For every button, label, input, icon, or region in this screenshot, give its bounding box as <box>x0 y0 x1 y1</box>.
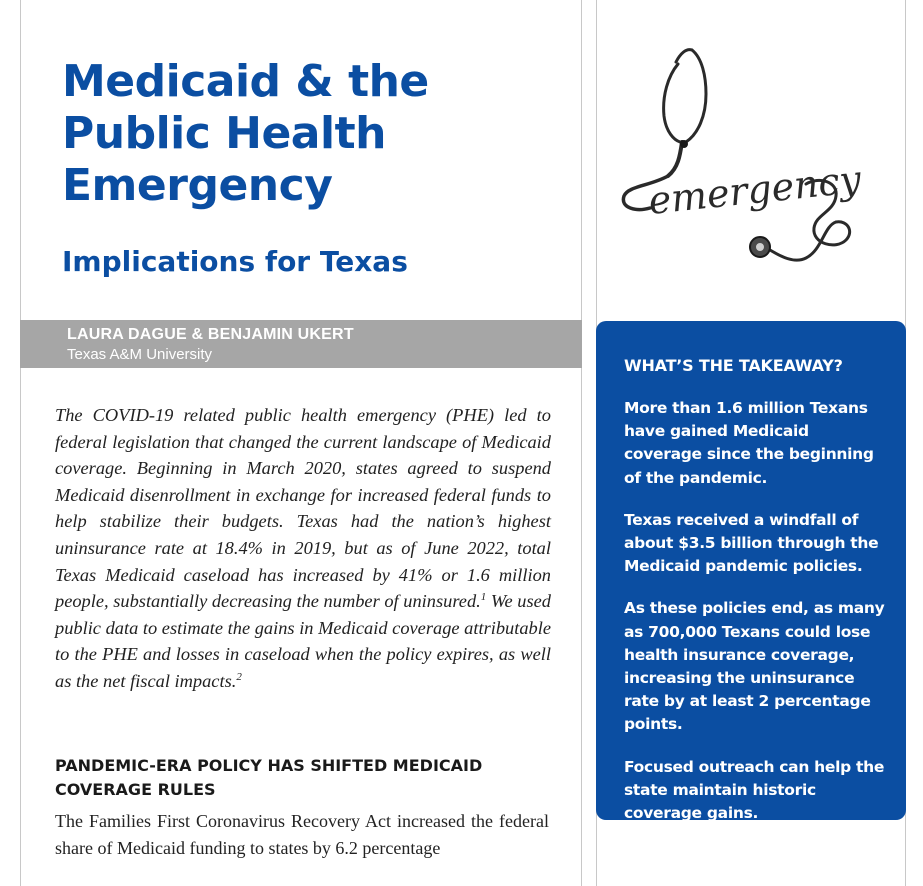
section-body: The Families First Coronavirus Recovery Act increased the federal share of Medicaid funding to states by 6.2 percentage <box>55 811 549 858</box>
footnote-marker[interactable]: 1 <box>480 591 487 604</box>
takeaway-heading: WHAT’S THE TAKEAWAY? <box>624 356 843 375</box>
author-names: LAURA DAGUE & BENJAMIN UKERT <box>67 326 354 343</box>
takeaway-box <box>596 321 906 823</box>
takeaway-point: More than 1.6 million Texans have gained Medicaid coverage since the beginning of the pandemic. <box>624 399 874 487</box>
stethoscope-icon <box>610 36 870 286</box>
document-subtitle: Implications for Texas <box>62 245 408 278</box>
takeaway-point: As these policies end, as many as 700,000 Texans could lose health insurance coverage, increasing the uninsurance rate by at least 2 percentage points. <box>624 599 885 734</box>
emergency-script: emergency <box>646 156 863 223</box>
footnote-marker[interactable]: 2 <box>236 670 242 683</box>
takeaway-point: Texas received a windfall of about $3.5 billion through the Medicaid pandemic policies. <box>624 510 879 576</box>
document-title: Medicaid & the Public Health Emergency <box>62 56 429 211</box>
author-bar <box>20 320 582 368</box>
intro-paragraph <box>55 402 551 695</box>
intro-text-continued: We used public data to estimate the gains in Medicaid coverage attributable to the PHE and losses in caseload when the policy expires, as well as the net fiscal impacts. <box>55 591 551 691</box>
section-heading: PANDEMIC-ERA POLICY HAS SHIFTED MEDICAID COVERAGE RULES <box>55 756 483 799</box>
takeaway-point: Focused outreach can help the state maintain historic coverage gains. <box>624 757 885 823</box>
author-affiliation: Texas A&M University <box>67 346 213 363</box>
intro-text: The COVID-19 related public health emergency (PHE) led to federal legislation that changed the current landscape of Medicaid coverage. Beginning in March 2020, states agreed to suspend Medicaid disenrollment in exchange for increased federal funds to help stabilize their budgets. Texas had the nation’s highest uninsurance rate at 18.4% in 2019, but as of June 2022, total Texas Medicaid caseload has increased by 41% or 1.6 million people, substantially decreasing the number of uninsured. <box>55 405 551 612</box>
